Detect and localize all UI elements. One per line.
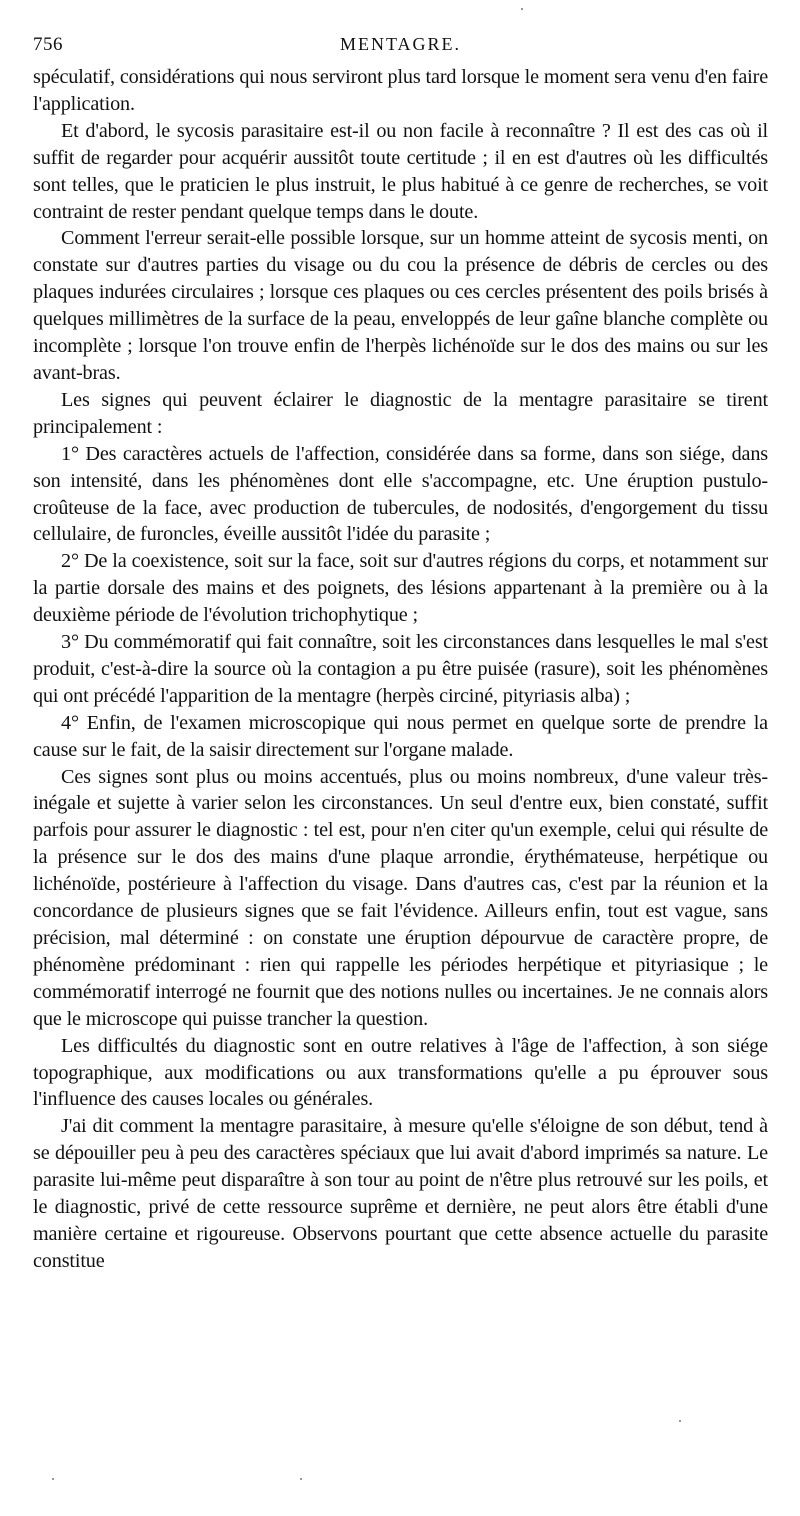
book-page xyxy=(33,28,768,1275)
print-speck xyxy=(300,1478,302,1480)
paragraph-signs-value: Ces signes sont plus ou moins accentués, plus ou moins nombreux, d'une valeur très-inégale et sujette à varier selon les circonstances. Un seul d'entre eux, bien constaté, suffit parfois pour assurer le diagnostic : tel est, pour n'en citer qu'un exemple, celui qui résulte de la présence sur le dos des mains d'une plaque arrondie, érythémateuse, herpétique ou lichénoïde, postérieure à l'affection du visage. Dans d'autres cas, c'est par la réunion et la concordance de plusieurs signes que se fait l'évidence. Ailleurs enfin, tout est vague, sans précision, mal déterminé : on constate une éruption dépourvue de caractère propre, de phénomène prédominant : rien qui rappelle les périodes herpétique et pityriasique ; le commémoratif interrogé ne fournit que des notions nulles ou incertaines. Je ne connais alors que le microscope qui puisse trancher la question. xyxy=(33,765,768,1030)
list-item-sign-3: 3° Du commémoratif qui fait connaître, soit les circonstances dans lesquelles le mal s'est produit, c'est-à-dire la source où la contagion a pu être puisée (rasure), soit les phénomènes qui ont précédé l'apparition de la mentagre (herpès circiné, pityriasis alba) ; xyxy=(33,631,768,707)
running-title: MENTAGRE. xyxy=(339,34,462,54)
list-item-sign-4: 4° Enfin, de l'examen microscopique qui nous permet en quelque sorte de prendre la cause sur le fait, de la saisir directement sur l'organe malade. xyxy=(33,711,768,761)
paragraph-error-possibility: Comment l'erreur serait-elle possible lorsque, sur un homme atteint de sycosis menti, on constate sur d'autres parties du visage ou du cou la présence de débris de cercles ou des plaques indurées circulaires ; lorsque ces plaques ou ces cercles présentent des poils brisés à quelques millimètres de la surface de la peau, enveloppés de leur gaîne blanche complète ou incomplète ; lorsque l'on trouve enfin de l'herpès lichénoïde sur le dos des mains ou sur les avant-bras. xyxy=(33,227,768,384)
paragraph-signs-intro: Les signes qui peuvent éclairer le diagnostic de la mentagre parasitaire se tirent principalement : xyxy=(33,388,768,438)
list-item-sign-2: 2° De la coexistence, soit sur la face, soit sur d'autres régions du corps, et notamment sur la partie dorsale des mains et des poignets, des lésions appartenant à la première ou à la deuxième période de l'évolution trichophytique ; xyxy=(33,550,768,627)
paragraph-continuation: spéculatif, considérations qui nous serviront plus tard lorsque le moment sera venu d'en faire l'application. xyxy=(33,66,768,115)
paragraph-parasite-absence: J'ai dit comment la mentagre parasitaire, à mesure qu'elle s'éloigne de son début, tend à se dépouiller peu à peu des caractères spéciaux que lui avait d'abord imprimés sa nature. Le parasite lui-même peut disparaître à son tour au point de n'être plus retrouvé sur les poils, et le diagnostic, privé de cette ressource suprême et dernière, ne peut alors être établi d'une manière certaine et rigoureuse. Observons pourtant que cette absence actuelle du parasite constitue xyxy=(33,1115,768,1272)
print-speck xyxy=(521,8,523,10)
list-item-sign-1: 1° Des caractères actuels de l'affection, considérée dans sa forme, dans son siége, dans son intensité, dans les phénomènes dont elle s'accompagne, etc. Une éruption pustulo-croûteuse de la face, avec production de tubercules, de nodosités, d'engorgement du tissu cellulaire, de furoncles, éveille aussitôt l'idée du parasite ; xyxy=(33,442,768,546)
print-speck xyxy=(52,1478,54,1480)
paragraph-diagnosis-ease: Et d'abord, le sycosis parasitaire est-il ou non facile à reconnaître ? Il est des cas où il suffit de regarder pour acquérir aussitôt toute certitude ; il en est d'autres où les difficultés sont telles, que le praticien le plus instruit, le plus habitué à ce genre de recherches, se voit contraint de rester pendant quelque temps dans le doute. xyxy=(33,119,768,223)
running-head xyxy=(33,28,768,64)
body-text xyxy=(33,64,768,1275)
print-speck xyxy=(679,1420,681,1422)
paragraph-difficulties: Les difficultés du diagnostic sont en outre relatives à l'âge de l'affection, à son siége topographique, aux modifications ou aux transformations qu'elle a pu éprouver sous l'influence des causes locales ou générales. xyxy=(33,1034,768,1111)
page-number: 756 xyxy=(33,34,63,55)
